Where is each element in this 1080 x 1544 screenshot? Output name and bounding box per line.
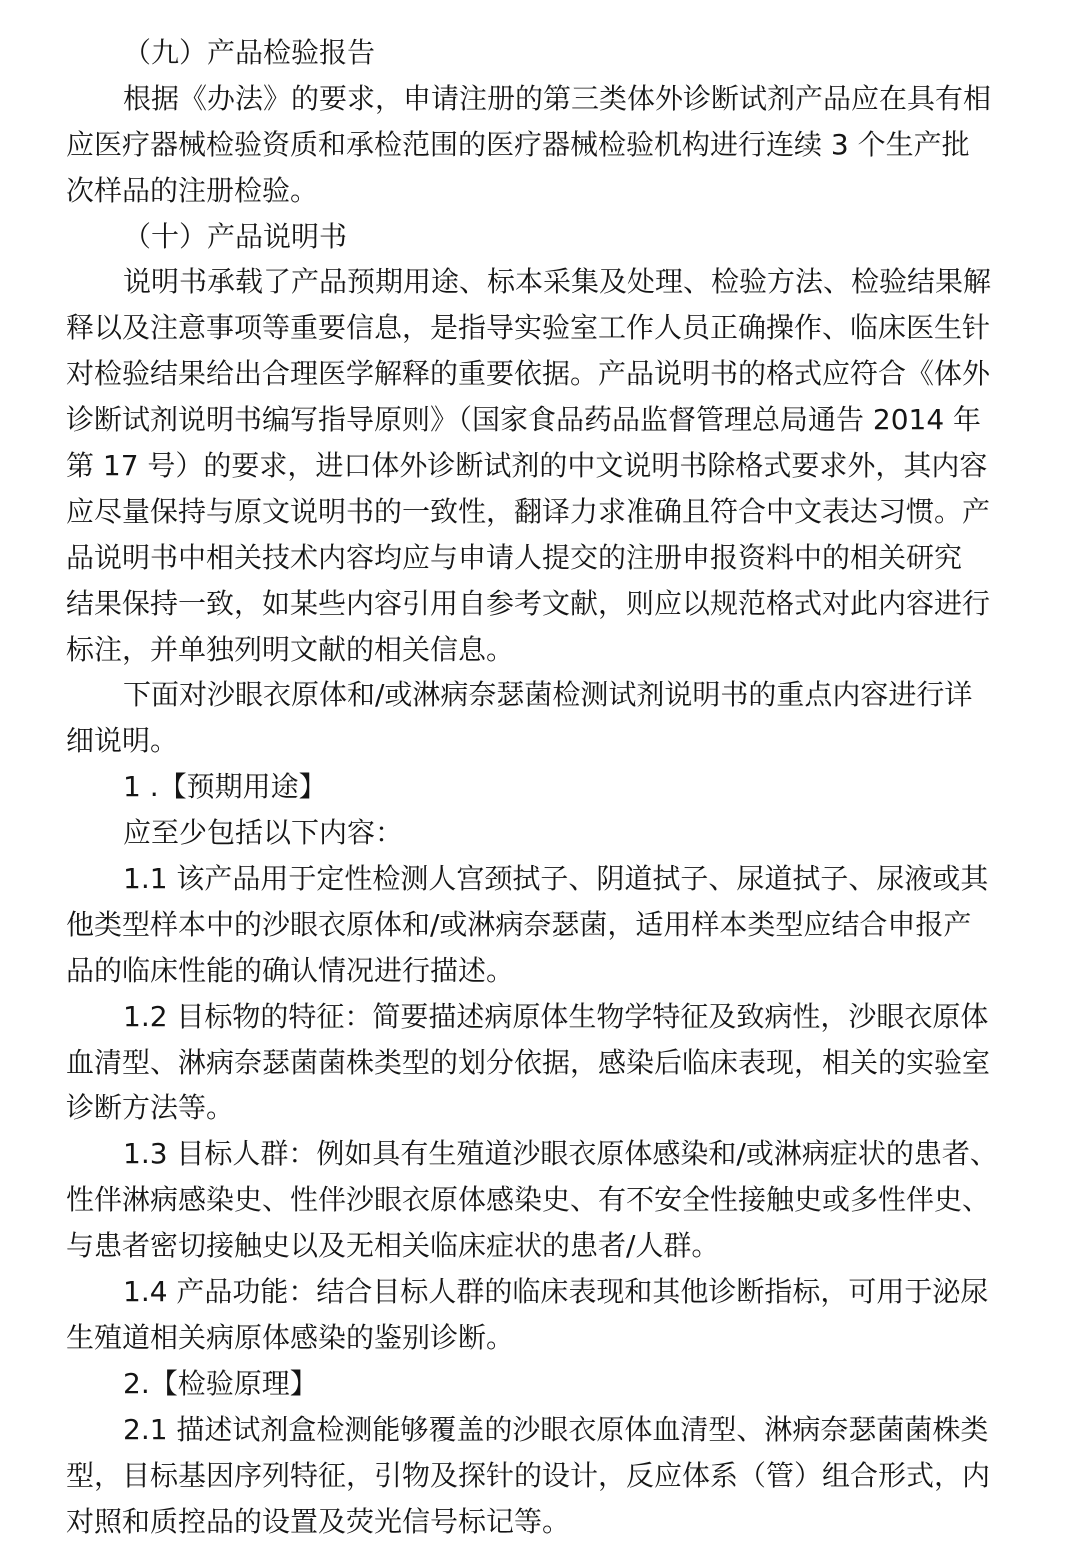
item-1-intro: 应至少包括以下内容：	[66, 810, 1016, 856]
paragraph-line: 他类型样本中的沙眼衣原体和/或淋病奈瑟菌，适用样本类型应结合申报产	[66, 902, 1016, 948]
paragraph-line: 对检验结果给出合理医学解释的重要依据。产品说明书的格式应符合《体外	[66, 351, 1016, 397]
paragraph-line: 1.4 产品功能：结合目标人群的临床表现和其他诊断指标，可用于泌尿	[66, 1269, 1016, 1315]
section-9-paragraph	[66, 76, 1016, 214]
paragraph-line: 与患者密切接触史以及无相关临床症状的患者/人群。	[66, 1223, 1016, 1269]
paragraph-line: 对照和质控品的设置及荧光信号标记等。	[66, 1499, 1016, 1544]
paragraph-line: 1.2 目标物的特征：简要描述病原体生物学特征及致病性，沙眼衣原体	[66, 994, 1016, 1040]
paragraph-line: 1.1 该产品用于定性检测人宫颈拭子、阴道拭子、尿道拭子、尿液或其	[66, 856, 1016, 902]
section-10-paragraph	[66, 259, 1016, 672]
item-1-4-paragraph	[66, 1269, 1016, 1361]
paragraph-line: 型，目标基因序列特征，引物及探针的设计，反应体系（管）组合形式，内	[66, 1453, 1016, 1499]
paragraph-line: 第 17 号）的要求，进口体外诊断试剂的中文说明书除格式要求外，其内容	[66, 443, 1016, 489]
paragraph-line: 释以及注意事项等重要信息，是指导实验室工作人员正确操作、临床医生针	[66, 305, 1016, 351]
paragraph-line: 应医疗器械检验资质和承检范围的医疗器械检验机构进行连续 3 个生产批	[66, 122, 1016, 168]
intro-paragraph	[66, 672, 1016, 764]
item-1-heading: 1 .【预期用途】	[66, 764, 1016, 810]
paragraph-line: 细说明。	[66, 718, 1016, 764]
paragraph-line: 血清型、淋病奈瑟菌菌株类型的划分依据，感染后临床表现，相关的实验室	[66, 1040, 1016, 1086]
paragraph-line: 1.3 目标人群：例如具有生殖道沙眼衣原体感染和/或淋病症状的患者、	[66, 1131, 1016, 1177]
paragraph-line: 2.1 描述试剂盒检测能够覆盖的沙眼衣原体血清型、淋病奈瑟菌菌株类	[66, 1407, 1016, 1453]
item-2-heading: 2.【检验原理】	[66, 1361, 1016, 1407]
paragraph-line: 诊断方法等。	[66, 1085, 1016, 1131]
paragraph-line: 性伴淋病感染史、性伴沙眼衣原体感染史、有不安全性接触史或多性伴史、	[66, 1177, 1016, 1223]
item-1-1-paragraph	[66, 856, 1016, 994]
paragraph-line: 次样品的注册检验。	[66, 168, 1016, 214]
paragraph-line: 根据《办法》的要求，申请注册的第三类体外诊断试剂产品应在具有相	[66, 76, 1016, 122]
paragraph-line: 结果保持一致，如某些内容引用自参考文献，则应以规范格式对此内容进行	[66, 581, 1016, 627]
document-page	[66, 30, 1016, 1544]
paragraph-line: 说明书承载了产品预期用途、标本采集及处理、检验方法、检验结果解	[66, 259, 1016, 305]
paragraph-line: 品的临床性能的确认情况进行描述。	[66, 948, 1016, 994]
paragraph-line: 下面对沙眼衣原体和/或淋病奈瑟菌检测试剂说明书的重点内容进行详	[66, 672, 1016, 718]
paragraph-line: 生殖道相关病原体感染的鉴别诊断。	[66, 1315, 1016, 1361]
paragraph-line: 品说明书中相关技术内容均应与申请人提交的注册申报资料中的相关研究	[66, 535, 1016, 581]
paragraph-line: 应尽量保持与原文说明书的一致性，翻译力求准确且符合中文表达习惯。产	[66, 489, 1016, 535]
paragraph-line: 标注，并单独列明文献的相关信息。	[66, 627, 1016, 673]
paragraph-line: 诊断试剂说明书编写指导原则》（国家食品药品监督管理总局通告 2014 年	[66, 397, 1016, 443]
section-9-heading: （九）产品检验报告	[66, 30, 1016, 76]
item-2-1-paragraph	[66, 1407, 1016, 1544]
item-1-2-paragraph	[66, 994, 1016, 1132]
item-1-3-paragraph	[66, 1131, 1016, 1269]
section-10-heading: （十）产品说明书	[66, 214, 1016, 260]
